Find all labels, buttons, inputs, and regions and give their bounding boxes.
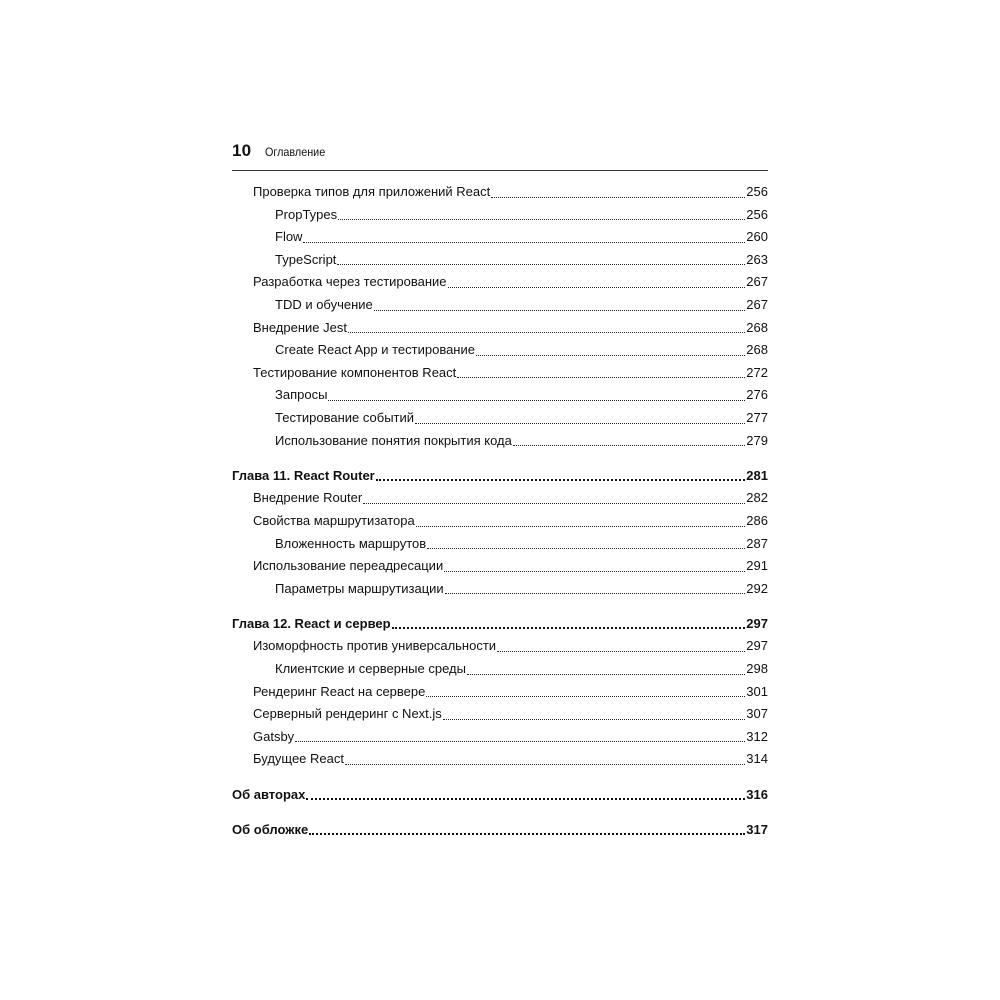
toc-chapter-entry[interactable] — [232, 465, 768, 488]
dot-leader — [415, 423, 745, 424]
running-title: Оглавление — [265, 145, 326, 159]
toc-entry-title: Использование понятия покрытия кода — [275, 432, 512, 448]
section-spacer — [232, 806, 768, 819]
toc-entry-page: 267 — [746, 296, 768, 312]
toc-entry[interactable] — [232, 271, 768, 294]
toc-chapter-entry[interactable] — [232, 784, 768, 807]
dot-leader — [306, 798, 745, 800]
toc-entry-title: Create React App и тестирование — [275, 342, 475, 358]
toc-entry-title: Внедрение Jest — [253, 319, 347, 335]
section-spacer — [232, 600, 768, 613]
toc-entry-title: Об обложке — [232, 821, 309, 837]
page-header — [232, 141, 768, 171]
toc-entry[interactable] — [232, 407, 768, 430]
toc-entry-title: TDD и обучение — [275, 296, 373, 312]
toc-entry-title: Вложенность маршрутов — [275, 535, 427, 551]
toc-entry-page: 297 — [746, 615, 768, 631]
toc-entry[interactable] — [232, 533, 768, 556]
toc-entry-page: 312 — [746, 728, 768, 744]
toc-entry-title: Flow — [275, 229, 303, 245]
toc-entry[interactable] — [232, 578, 768, 601]
toc-entry-page: 279 — [746, 432, 768, 448]
dot-leader — [338, 219, 745, 220]
toc-entry-title: Параметры маршрутизации — [275, 580, 444, 596]
toc-entry[interactable] — [232, 430, 768, 453]
toc-entry[interactable] — [232, 726, 768, 749]
dot-leader — [457, 377, 745, 378]
toc-entry[interactable] — [232, 294, 768, 317]
book-page — [232, 141, 768, 841]
dot-leader — [376, 479, 746, 481]
dot-leader — [374, 310, 746, 311]
dot-leader — [513, 445, 745, 446]
toc-entry[interactable] — [232, 555, 768, 578]
toc-entry-page: 282 — [746, 490, 768, 506]
toc-entry-page: 276 — [746, 387, 768, 403]
toc-entry-page: 297 — [746, 638, 768, 654]
toc-entry-title: Gatsby — [253, 728, 295, 744]
toc-entry-page: 301 — [746, 683, 768, 699]
toc-entry-page: 317 — [746, 821, 768, 837]
toc-entry[interactable] — [232, 487, 768, 510]
toc-entry-title: Тестирование событий — [275, 409, 415, 425]
toc-entry[interactable] — [232, 362, 768, 385]
toc-entry-page: 272 — [746, 364, 768, 380]
toc-entry-title: Использование переадресации — [253, 558, 444, 574]
toc-entry-title: Запросы — [275, 387, 328, 403]
dot-leader — [345, 764, 745, 765]
toc-entry-page: 260 — [746, 229, 768, 245]
toc-entry-page: 256 — [746, 206, 768, 222]
toc-entry-title: Свойства маршрутизатора — [253, 512, 415, 528]
toc-entry[interactable] — [232, 317, 768, 340]
toc-entry-title: Тестирование компонентов React — [253, 364, 457, 380]
toc-entry[interactable] — [232, 226, 768, 249]
dot-leader — [295, 741, 745, 742]
toc-entry-title: Клиентские и серверные среды — [275, 661, 466, 677]
toc-chapter-entry[interactable] — [232, 613, 768, 636]
dot-leader — [337, 264, 745, 265]
dot-leader — [427, 548, 745, 549]
toc-entry[interactable] — [232, 339, 768, 362]
dot-leader — [444, 571, 745, 572]
section-spacer — [232, 771, 768, 784]
toc-chapter-entry[interactable] — [232, 819, 768, 842]
toc-entry[interactable] — [232, 384, 768, 407]
table-of-contents — [232, 181, 768, 841]
toc-entry-title: Проверка типов для приложений React — [253, 184, 491, 199]
dot-leader — [328, 400, 745, 401]
toc-entry-page: 307 — [746, 706, 768, 722]
toc-entry-page: 277 — [746, 409, 768, 425]
toc-entry-page: 314 — [746, 751, 768, 767]
toc-entry-page: 292 — [746, 580, 768, 596]
toc-entry-page: 281 — [746, 467, 768, 483]
toc-entry-title: Рендеринг React на сервере — [253, 683, 426, 699]
dot-leader — [416, 526, 746, 527]
toc-entry[interactable] — [232, 748, 768, 771]
toc-entry-page: 291 — [746, 558, 768, 574]
dot-leader — [309, 833, 745, 835]
toc-entry[interactable] — [232, 204, 768, 227]
dot-leader — [426, 696, 745, 697]
toc-entry-page: 298 — [746, 661, 768, 677]
toc-entry[interactable] — [232, 658, 768, 681]
toc-entry-page: 267 — [746, 274, 768, 290]
dot-leader — [363, 503, 745, 504]
toc-entry-title: Внедрение Router — [253, 490, 363, 506]
toc-entry-title: Об авторах — [232, 786, 306, 802]
toc-entry[interactable] — [232, 249, 768, 272]
toc-entry[interactable] — [232, 681, 768, 704]
toc-entry-title: Серверный рендеринг с Next.js — [253, 706, 442, 722]
dot-leader — [467, 674, 745, 675]
dot-leader — [443, 719, 746, 720]
toc-entry-page: 263 — [746, 251, 768, 267]
page-number: 10 — [232, 141, 252, 160]
toc-entry[interactable] — [232, 181, 768, 204]
dot-leader — [448, 287, 746, 288]
dot-leader — [476, 355, 745, 356]
toc-entry-page: 268 — [746, 342, 768, 358]
toc-entry-title: Разработка через тестирование — [253, 274, 447, 290]
toc-entry-page: 268 — [746, 319, 768, 335]
dot-leader — [348, 332, 745, 333]
section-spacer — [232, 452, 768, 465]
dot-leader — [491, 197, 745, 198]
toc-entry-title: Глава 11. React Router — [232, 467, 375, 483]
dot-leader — [392, 627, 746, 629]
dot-leader — [445, 593, 746, 594]
toc-entry-page: 287 — [746, 535, 768, 551]
toc-entry-title: PropTypes — [275, 206, 338, 222]
toc-entry-title: Изоморфность против универсальности — [253, 638, 497, 654]
toc-entry-title: TypeScript — [275, 251, 337, 267]
toc-entry-title: Глава 12. React и сервер — [232, 615, 391, 631]
toc-entry[interactable] — [232, 635, 768, 658]
dot-leader — [303, 242, 745, 243]
toc-entry-title: Будущее React — [253, 751, 344, 767]
dot-leader — [497, 651, 745, 652]
toc-entry[interactable] — [232, 703, 768, 726]
toc-entry-page: 256 — [746, 184, 768, 199]
toc-entry[interactable] — [232, 510, 768, 533]
toc-entry-page: 316 — [746, 786, 768, 802]
toc-entry-page: 286 — [746, 512, 768, 528]
